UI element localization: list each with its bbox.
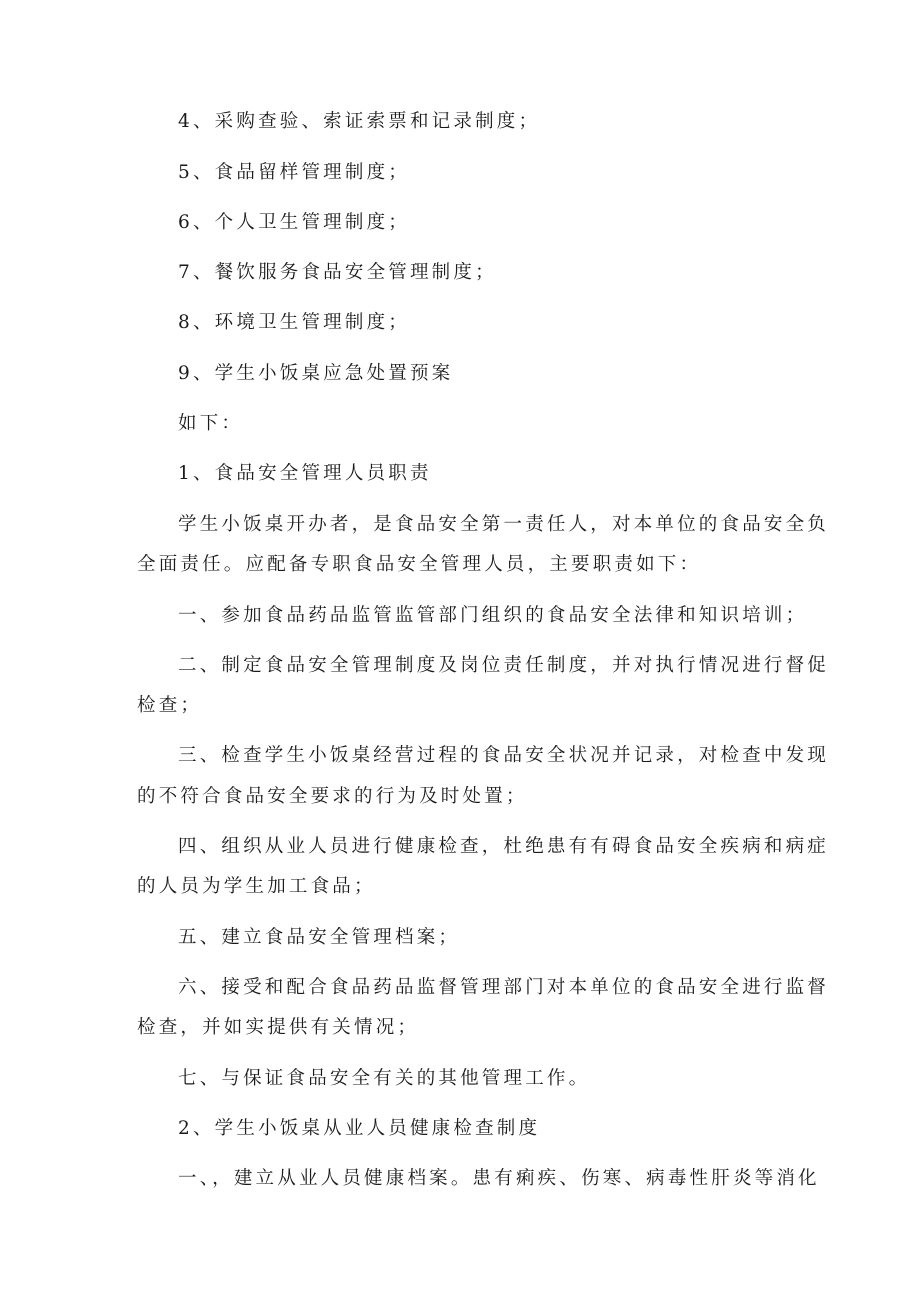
paragraph-line: 全面责任。应配备专职食品安全管理人员，主要职责如下：	[137, 554, 702, 575]
list-item-emergency-plan: 9、学生小饭桌应急处置预案	[178, 363, 454, 384]
list-item-catering-safety: 7、餐饮服务食品安全管理制度；	[178, 262, 497, 283]
duty-item-training: 一、参加食品药品监管监管部门组织的食品安全法律和知识培训；	[178, 605, 808, 626]
section-heading-health-check: 2、学生小饭桌从业人员健康检查制度	[178, 1118, 541, 1139]
list-item-purchase-inspection: 4、采购查验、索证索票和记录制度；	[178, 111, 541, 132]
health-rule-item-archives: 一、，建立从业人员健康档案。患有痢疾、伤寒、病毒性肝炎等消化	[178, 1168, 820, 1189]
duty-item-other-work: 七、与保证食品安全有关的其他管理工作。	[178, 1068, 591, 1089]
duty-item-cooperation: 六、接受和配合食品药品监督管理部门对本单位的食品安全进行监督	[178, 977, 830, 998]
duty-item-health-check: 四、组织从业人员进行健康检查，杜绝患有有碍食品安全疾病和病症	[178, 836, 830, 857]
list-item-environment-hygiene: 8、环境卫生管理制度；	[178, 312, 410, 333]
duty-item-health-check-continued: 的人员为学生加工食品；	[137, 876, 376, 897]
section-heading-manager-duties: 1、食品安全管理人员职责	[178, 463, 432, 484]
duty-item-cooperation-continued: 检查，并如实提供有关情况；	[137, 1017, 420, 1038]
list-item-personal-hygiene: 6、个人卫生管理制度；	[178, 212, 410, 233]
duty-item-archives: 五、建立食品安全管理档案；	[178, 927, 461, 948]
list-item-sample-retention: 5、食品留样管理制度；	[178, 162, 410, 183]
duty-item-inspection-continued: 的不符合食品安全要求的行为及时处置；	[137, 786, 528, 807]
intro-text: 如下：	[178, 413, 244, 434]
duty-item-rules-continued: 检查；	[137, 695, 203, 716]
duty-item-inspection: 三、检查学生小饭桌经营过程的食品安全状况并记录，对检查中发现	[178, 745, 830, 766]
duty-item-rules: 二、制定食品安全管理制度及岗位责任制度，并对执行情况进行督促	[178, 655, 830, 676]
paragraph-line: 学生小饭桌开办者，是食品安全第一责任人，对本单位的食品安全负	[178, 514, 830, 535]
